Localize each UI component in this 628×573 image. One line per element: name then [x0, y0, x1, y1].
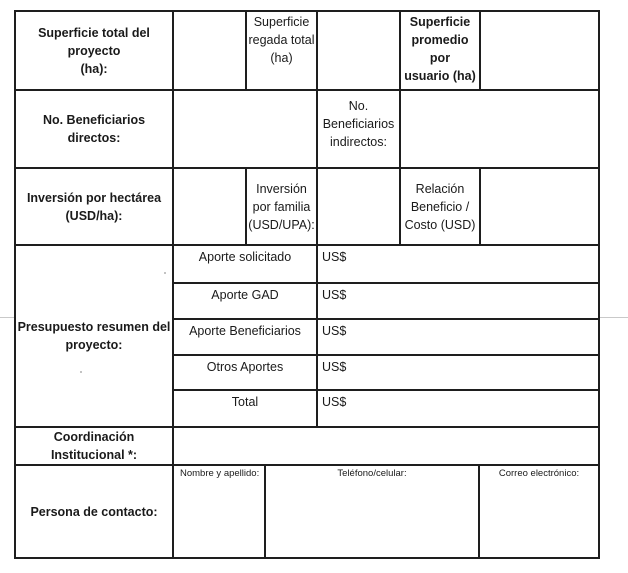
budget-item-label: Total — [231, 395, 259, 409]
scan-artifact-line — [600, 317, 628, 318]
institutional-coordination-value-cell[interactable] — [174, 428, 598, 464]
contact-phone-field[interactable]: Teléfono/celular: — [337, 468, 407, 479]
investment-per-hectare-label: Inversión por hectárea (USD/ha): — [26, 190, 162, 223]
contact-email-field[interactable]: Correo electrónico: — [498, 468, 580, 479]
budget-item-label: Otros Aportes — [206, 360, 284, 374]
budget-summary-label: Presupuesto resumen del proyecto: — [17, 320, 171, 352]
budget-item-currency[interactable]: US$ — [322, 395, 347, 409]
investment-per-family-value-cell[interactable] — [318, 169, 399, 244]
border-bottom — [14, 557, 600, 559]
border-right — [598, 10, 600, 559]
total-area-label: Superficie total del proyecto (ha): — [38, 25, 150, 76]
indirect-beneficiaries-value-cell[interactable] — [401, 91, 598, 167]
budget-item-currency[interactable]: US$ — [322, 288, 347, 302]
total-area-value-cell[interactable] — [174, 12, 245, 89]
investment-per-family-label: Inversión por familia (USD/UPA): — [248, 181, 315, 232]
direct-beneficiaries-value-cell[interactable] — [174, 91, 316, 167]
benefit-cost-label: Relación Beneficio / Costo (USD) — [404, 181, 476, 232]
investment-per-hectare-value-cell[interactable] — [174, 169, 245, 244]
avg-area-label: Superficie promedio por usuario (ha) — [404, 15, 476, 83]
budget-item-label: Aporte solicitado — [198, 250, 292, 264]
budget-item-label: Aporte GAD — [211, 288, 279, 302]
budget-item-label: Aporte Beneficiarios — [189, 324, 301, 338]
scan-artifact-line — [0, 317, 14, 318]
benefit-cost-value-cell[interactable] — [481, 169, 598, 244]
direct-beneficiaries-label: No. Beneficiarios directos: — [42, 113, 146, 145]
budget-item-currency[interactable]: US$ — [322, 250, 347, 264]
contact-name-field[interactable]: Nombre y apellido: — [180, 468, 260, 479]
budget-item-currency[interactable]: US$ — [322, 324, 347, 338]
indirect-beneficiaries-label: No. Beneficiarios indirectos: — [322, 99, 395, 149]
contact-person-label: Persona de contacto: — [30, 504, 158, 519]
institutional-coordination-label: Coordinación Institucional *: — [50, 430, 138, 462]
avg-area-value-cell[interactable] — [481, 12, 598, 89]
irrigated-area-label: Superficie regada total (ha) — [248, 15, 315, 65]
budget-item-currency[interactable]: US$ — [322, 360, 347, 374]
irrigated-area-value-cell[interactable] — [318, 12, 399, 89]
